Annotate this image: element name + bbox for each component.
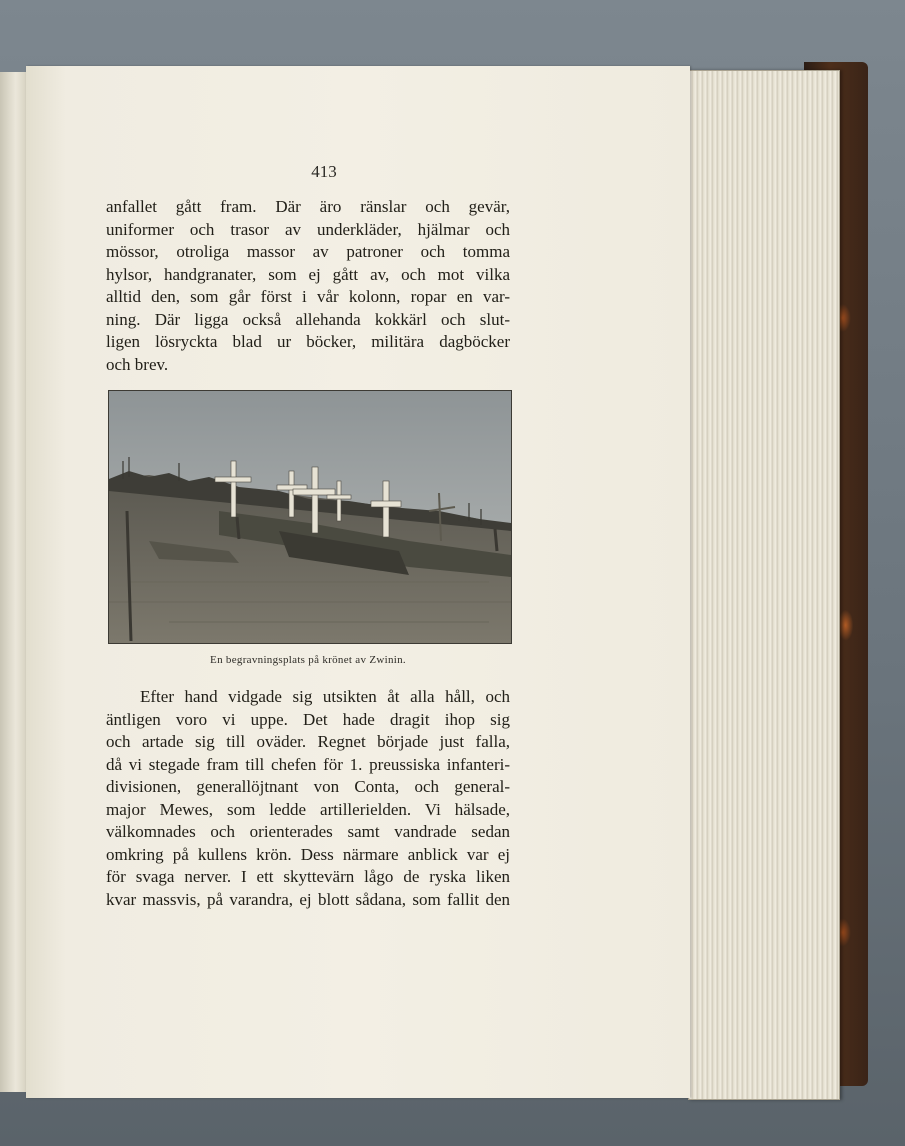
text-line: omkring på kullens krön. Dess närmare anblick var ej [106,844,510,864]
text-line: kvar massvis, på varandra, ej blott sådana, som fallit den [106,889,510,909]
paragraph-2 [106,686,510,911]
paragraph-1 [106,196,510,376]
left-page-edge [0,72,27,1092]
photo-caption: En begravningsplats på krönet av Zwinin. [210,654,406,666]
cemetery-photo-illustration [109,391,511,643]
text-line: anfallet gått fram. Där äro ränslar och gevär, [106,197,510,216]
text-line: välkomnades och orienterades samt vandrade sedan [106,822,510,841]
text-line: mössor, otroliga massor av patroner och tomma [106,242,510,261]
text-line: alltid den, som går först i vår kolonn, ropar en var- [106,287,510,306]
text-line: uniformer och trasor av underkläder, hjälmar och [106,219,510,239]
page-block-edges [688,70,840,1100]
text-line: Efter hand vidgade sig utsikten åt alla håll, och [140,687,510,706]
text-line: major Mewes, som ledde artillerielden. Vi hälsade, [106,799,510,819]
page-number: 413 [311,162,337,181]
book-page [26,66,690,1098]
text-line: för svaga nerver. I ett skyttevärn lågo de ryska liken [106,867,510,886]
text-line: äntligen voro vi uppe. Det hade dragit ihop sig [106,709,510,729]
text-line: divisionen, generallöjtnant von Conta, och general- [106,777,510,796]
text-line: och artade sig till oväder. Regnet började just falla, [106,732,510,751]
text-line: ning. Där ligga också allehanda kokkärl och slut- [106,309,510,329]
text-line: ligen lösryckta blad ur böcker, militära dagböcker [106,332,510,351]
text-line: då vi stegade fram till chefen för 1. preussiska infanteri- [106,754,510,774]
text-line: hylsor, handgranater, som ej gått av, och mot vilka [106,264,510,284]
text-line: och brev. [106,354,169,374]
photograph [108,390,512,644]
